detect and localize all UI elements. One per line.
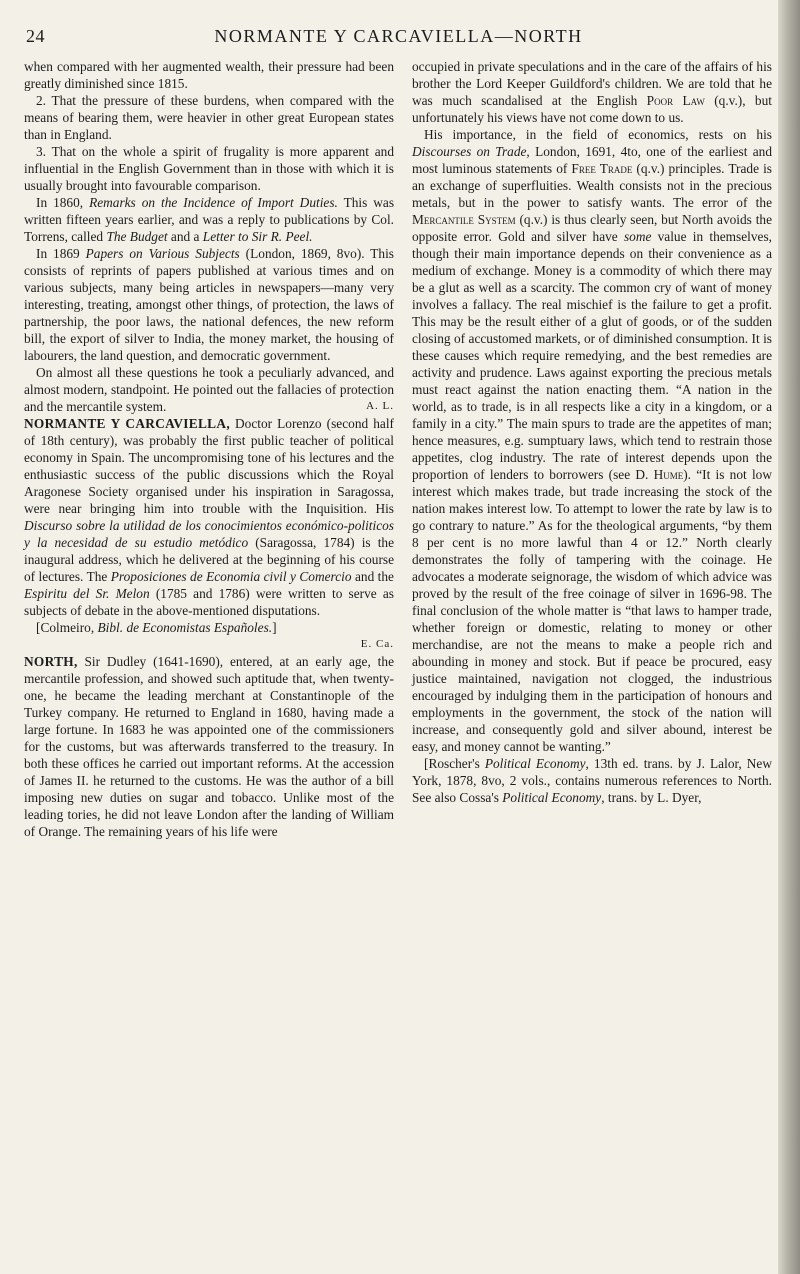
paragraph: In 1860, Remarks on the Incidence of Import Duties. This was written fifteen years earlier, and was a reply to publications by Col. Torrens, called The Budget and a Letter to Sir R. Peel. <box>24 195 395 244</box>
work-title: Proposiciones de Economia civil y Comercio <box>110 569 352 584</box>
work-title: Letter to Sir R. Peel. <box>202 229 313 244</box>
entry-headword: NORTH, <box>24 654 78 669</box>
paragraph: 2. That the pressure of these burdens, when compared with the means of bearing them, were heavier in other great European states than in England. <box>24 93 394 142</box>
paragraph: On almost all these questions he took a peculiarly advanced, and almost modern, standpoint. He pointed out the fallacies of protection and the mercantile system. A. L. <box>24 365 394 414</box>
right-column <box>412 58 772 806</box>
work-title: Political Economy <box>502 790 602 805</box>
work-title: Bibl. de Economistas Españoles. <box>97 620 273 635</box>
cross-reference: Poor Law <box>646 93 705 108</box>
reference: [Colmeiro, Bibl. de Economistas Españoles.] <box>36 620 277 635</box>
paragraph: when compared with her augmented wealth, their pressure had been greatly diminished since 1815. <box>24 59 394 91</box>
left-column <box>24 58 394 840</box>
paragraph: occupied in private speculations and in the care of the affairs of his brother the Lord Keeper Guildford's children. We are told that he was much scandalised at the English Poor Law (q.v.), but unfortunately his views have not come down to us. <box>412 59 772 125</box>
reference: [Roscher's Political Economy, 13th ed. trans. by J. Lalor, New York, 1878, 8vo, 2 vols., contains numerous references to North. See also Cossa's Political Economy, trans. by L. Dyer, <box>412 756 772 805</box>
author-signature: A. L. <box>366 400 394 412</box>
cross-reference: Free Trade <box>571 161 633 176</box>
page-header <box>26 14 771 54</box>
entry-normante: NORMANTE Y CARCAVIELLA, Doctor Lorenzo (second half of 18th century), was probably the first public teacher of political economy in Spain. The uncompromising tone of his lectures and the enthusiastic success of the public discussions which the Royal Aragonese Society organised under his inspiration in Saragossa, were near bringing him into trouble with the Inquisition. His Discurso sobre la utilidad de los conocimientos económico-politicos y la necesidad de su estudio metódico (Saragossa, 1784) is the inaugural address, which he delivered at the beginning of his course of lectures. The Proposiciones de Economia civil y Comercio and the Espiritu del Sr. Melon (1785 and 1786) were written to serve as subjects of debate in the above-mentioned disputations. <box>24 416 394 618</box>
running-head: NORMANTE Y CARCAVIELLA—NORTH <box>214 26 583 46</box>
work-title: Discurso sobre la utilidad de los conocimientos económico-politicos y la necesidad de su estudio metódico <box>24 518 394 550</box>
paragraph: His importance, in the field of economics, rests on his Discourses on Trade, London, 1691, 4to, one of the earliest and most luminous statements of Free Trade (q.v.) principles. Trade is an exchange of superfluities. Wealth consists not in the precious metals, but in the power to satisfy wants. The error of the Mercantile System (q.v.) is thus clearly seen, but North avoids the opposite error. Gold and silver have some value in themselves, though their main importance depends on their convenience as a medium of exchange. Money is a commodity of which there may be a glut as well as a scarcity. The common cry of want of money involves a fallacy. The real mischief is the failure to get a profit. This may be the result either of a glut of goods, or of the sudden closing of accustomed markets, or of diminished consumption. It is these causes which require remedying, and the best remedies are activity and prudence. Laws against exporting the precious metals must react against the nation enacting them. “A nation in the world, as to trade, is in all respects like a city in a kingdom, or a family in a city.” The main spurs to trade are the appetites of man; hence measures, e.g. sumptuary laws, which tend to restrain those appetites, clog industry. The rate of interest depends upon the proportion of lenders to borrowers (see D. Hume). “It is not low interest which makes trade, but trade increasing the stock of the nation makes interest low. To attempt to lower the rate by law is to go contrary to nature.” As for the theological arguments, “by them 8 per cent is no more lawful than 4 or 12.” North clearly demonstrates the folly of tampering with the coinage. He advocates a moderate seignorage, the wisdom of which advice was proved by the result of the free coinage of silver in 1696-98. The final conclusion of the whole matter is “that laws to hamper trade, whether foreign or domestic, relating to money or other merchandise, are not the means to make a people rich and abounding in money and stock. But if peace be procured, easy justice maintained, navigation not clogged, the industrious encouraged by indulging them in the participation of honours and employments in the government, the stock of the nation will increase, and consequently gold and silver abound, interest be easy, and money cannot be wanting.” <box>412 127 772 754</box>
page-edge-shadow <box>778 0 800 1274</box>
page-number: 24 <box>26 26 45 46</box>
paragraph: In 1869 Papers on Various Subjects (London, 1869, 8vo). This consists of reprints of papers published at various times and on various subjects, many being articles in newspapers—many very interesting, treating, amongst other things, of protection, the laws of partnership, the poor laws, the national defences, the new reform bill, the export of silver to India, the money market, the housing of labourers, the land question, and democratic government. <box>24 246 394 363</box>
author-signature: E. Ca. <box>360 638 394 650</box>
work-title: Political Economy <box>484 756 586 771</box>
entry-headword: NORMANTE Y CARCAVIELLA, <box>24 416 230 431</box>
paragraph: 3. That on the whole a spirit of frugality is more apparent and influential in the English Government than in those with which it is usually brought into favourable comparison. <box>24 144 394 193</box>
work-title: Discourses on Trade <box>412 144 527 159</box>
entry-north: NORTH, Sir Dudley (1641-1690), entered, at an early age, the mercantile profession, and showed such aptitude that, when twenty-one, he became the leading merchant at Constantinople of the Turkey company. He returned to England in 1680, having made a large fortune. In 1683 he was appointed one of the commissioners for the customs, but was afterwards transferred to the treasury. In both these offices he carried out important reforms. At the accession of James II. he returned to the customs. He was the author of a bill imposing new duties on sugar and tobacco. Unlike most of the leading tories, he did not leave London after the landing of William of Orange. The remaining years of his life were <box>24 654 394 839</box>
work-title: Papers on Various Subjects <box>85 246 240 261</box>
cross-reference: Mercantile System <box>412 212 516 227</box>
work-title: Espiritu del Sr. Melon <box>24 586 150 601</box>
emphasis: some <box>623 229 652 244</box>
work-title: The Budget <box>106 229 168 244</box>
work-title: Remarks on the Incidence of Import Duties. <box>89 195 338 210</box>
cross-reference: Hume <box>653 467 684 482</box>
